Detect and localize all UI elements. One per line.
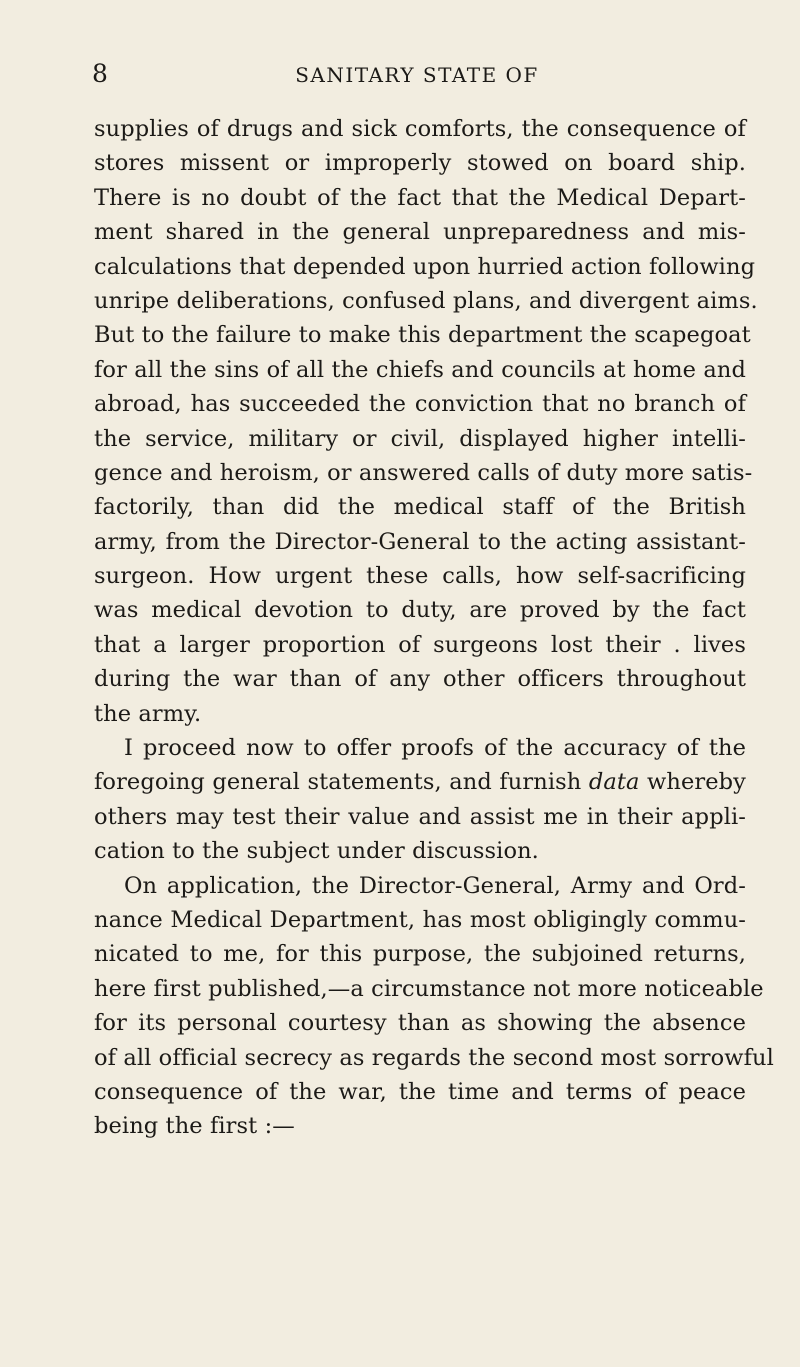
text-line: of all official secrecy as regards the second most sorrowful — [94, 1044, 774, 1071]
text-line: nicated to me, for this purpose, the subjoined returns, — [94, 941, 746, 968]
text-line: There is no doubt of the fact that the Medical Depart- — [94, 184, 746, 211]
text-line: abroad, has succeeded the conviction that no branch of — [94, 391, 746, 418]
text-line: others may test their value and assist me in their appli- — [94, 803, 746, 830]
text-line: the service, military or civil, displayed higher intelli- — [94, 425, 746, 452]
text-line: ment shared in the general unpreparedness and mis- — [94, 219, 746, 246]
text-line: for its personal courtesy than as showing the absence — [94, 1010, 746, 1037]
text-line: factorily, than did the medical staff of the British — [94, 494, 746, 521]
text-line: gence and heroism, or answered calls of duty more satis- — [94, 459, 753, 486]
text-line: here first published,—a circumstance not more noticeable — [94, 975, 764, 1002]
text-line: for all the sins of all the chiefs and councils at home and — [94, 356, 746, 383]
text-line: being the first :— — [94, 1113, 295, 1140]
text-line: nance Medical Department, has most obligingly commu- — [94, 906, 746, 933]
text-line: But to the failure to make this department the scapegoat — [94, 322, 751, 349]
text-line: supplies of drugs and sick comforts, the consequence of — [94, 116, 746, 142]
text-line-with-italic — [94, 765, 746, 799]
page-number: 8 — [92, 59, 108, 88]
text-line: stores missent or improperly stowed on board ship. — [94, 150, 746, 177]
text-line: cation to the subject under discussion. — [94, 838, 539, 865]
text-line: that a larger proportion of surgeons lost their . lives — [94, 631, 746, 658]
text-line: unripe deliberations, confused plans, and divergent aims. — [94, 287, 758, 314]
text-line: calculations that depended upon hurried action following — [94, 253, 756, 280]
text-line: army, from the Director-General to the acting assistant- — [94, 528, 746, 555]
body-text — [94, 112, 774, 1144]
text-line: was medical devotion to duty, are proved by the fact — [94, 597, 746, 624]
running-head: SANITARY STATE OF — [295, 63, 539, 87]
text-line: consequence of the war, the time and terms of peace — [94, 1078, 746, 1105]
text-line: I proceed now to offer proofs of the accuracy of the — [124, 735, 746, 762]
text-segment: whereby — [647, 769, 746, 796]
italic-word: data — [588, 769, 640, 796]
text-segment: foregoing general statements, and furnish — [94, 769, 582, 796]
text-line: during the war than of any other officers throughout — [94, 666, 746, 693]
text-line: surgeon. How urgent these calls, how self-sacrificing — [94, 563, 746, 590]
text-line: On application, the Director-General, Army and Ord- — [124, 872, 746, 899]
text-line: the army. — [94, 700, 202, 727]
page-header — [92, 60, 742, 90]
